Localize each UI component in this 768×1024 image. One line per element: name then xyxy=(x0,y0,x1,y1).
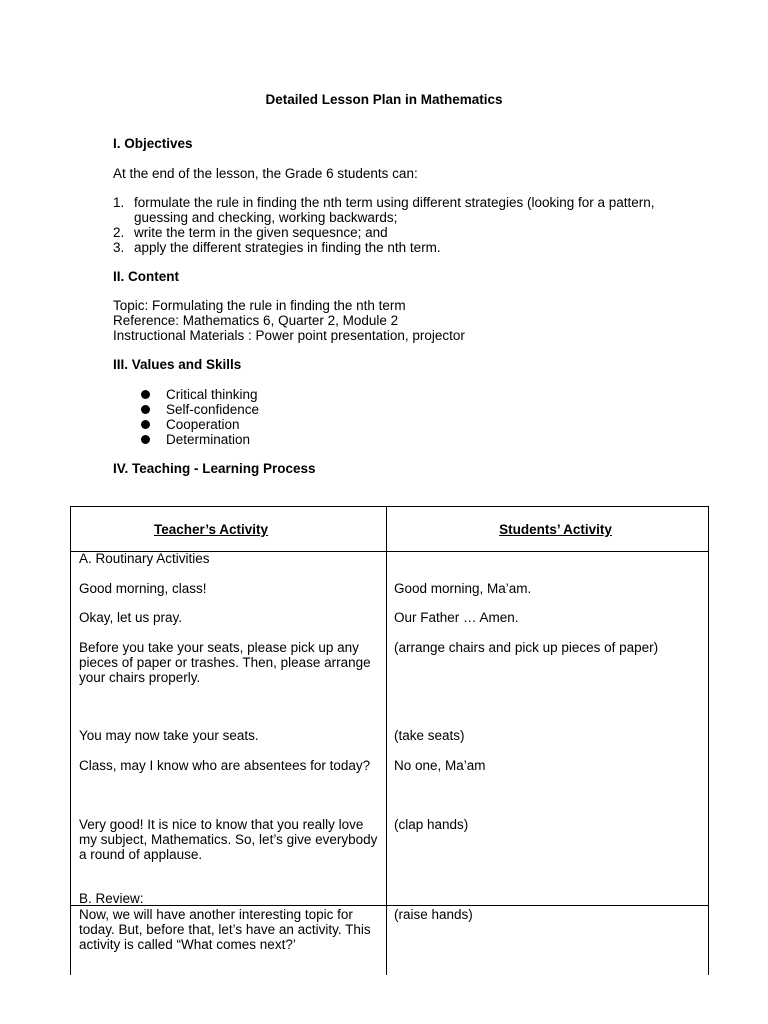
objective-number: 3. xyxy=(113,240,125,255)
students-cell: Our Father … Amen. xyxy=(394,610,519,625)
bullet-icon xyxy=(141,435,150,444)
teacher-cell: Before you take your seats, please pick up any pieces of paper or trashes. Then, please arrange your chairs properly. xyxy=(79,640,371,685)
values-item xyxy=(139,432,259,447)
process-heading: IV. Teaching - Learning Process xyxy=(113,461,316,476)
objective-item xyxy=(113,195,683,225)
objective-text: apply the different strategies in finding the nth term. xyxy=(134,240,441,255)
content-reference: Reference: Mathematics 6, Quarter 2, Module 2 xyxy=(113,313,399,328)
values-item-label: Self-confidence xyxy=(166,402,260,417)
teacher-cell: Okay, let us pray. xyxy=(79,610,183,625)
students-cell: (arrange chairs and pick up pieces of paper) xyxy=(394,640,659,655)
content-materials: Instructional Materials : Power point presentation, projector xyxy=(113,328,465,343)
review-row-divider-right xyxy=(387,905,708,906)
students-cell: (take seats) xyxy=(394,728,465,743)
students-cell: Good morning, Ma’am. xyxy=(394,581,532,596)
objective-number: 1. xyxy=(113,195,125,210)
teacher-cell: Class, may I know who are absentees for today? xyxy=(79,758,371,773)
values-item xyxy=(139,417,259,432)
values-item xyxy=(139,402,259,417)
students-cell: (raise hands) xyxy=(394,907,473,922)
values-item-label: Determination xyxy=(166,432,251,447)
bullet-icon xyxy=(141,390,150,399)
students-activity-header: Students’ Activity xyxy=(499,522,612,537)
teacher-cell: A. Routinary Activities xyxy=(79,551,210,566)
values-list xyxy=(139,387,259,447)
bullet-icon xyxy=(141,405,150,414)
values-heading: III. Values and Skills xyxy=(113,357,242,372)
students-cell: No one, Ma’am xyxy=(394,758,486,773)
content-topic: Topic: Formulating the rule in finding the nth term xyxy=(113,298,406,313)
teacher-cell: B. Review: xyxy=(79,891,144,906)
document-title: Detailed Lesson Plan in Mathematics xyxy=(265,92,503,107)
objective-item xyxy=(113,225,683,240)
objective-item xyxy=(113,240,683,255)
objectives-list xyxy=(113,195,683,255)
objectives-intro: At the end of the lesson, the Grade 6 students can: xyxy=(113,166,418,181)
content-heading: II. Content xyxy=(113,269,179,284)
objective-number: 2. xyxy=(113,225,125,240)
values-item-label: Critical thinking xyxy=(166,387,258,402)
objective-text: write the term in the given sequesnce; and xyxy=(134,225,388,240)
teacher-cell: Now, we will have another interesting topic for today. But, before that, let’s have an activity. This activity is called “What comes next?’ xyxy=(79,907,371,952)
objective-text: formulate the rule in finding the nth term using different strategies (looking for a pattern, guessing and checking, working backwards; xyxy=(134,195,655,225)
activity-table xyxy=(70,506,709,975)
values-item xyxy=(139,387,259,402)
bullet-icon xyxy=(141,420,150,429)
teacher-cell: Good morning, class! xyxy=(79,581,207,596)
students-cell: (clap hands) xyxy=(394,817,469,832)
teacher-cell: You may now take your seats. xyxy=(79,728,259,743)
objectives-heading: I. Objectives xyxy=(113,136,193,151)
teacher-cell: Very good! It is nice to know that you really love my subject, Mathematics. So, let’s give everybody a round of applause. xyxy=(79,817,378,862)
teacher-activity-header: Teacher’s Activity xyxy=(153,522,269,537)
values-item-label: Cooperation xyxy=(166,417,240,432)
